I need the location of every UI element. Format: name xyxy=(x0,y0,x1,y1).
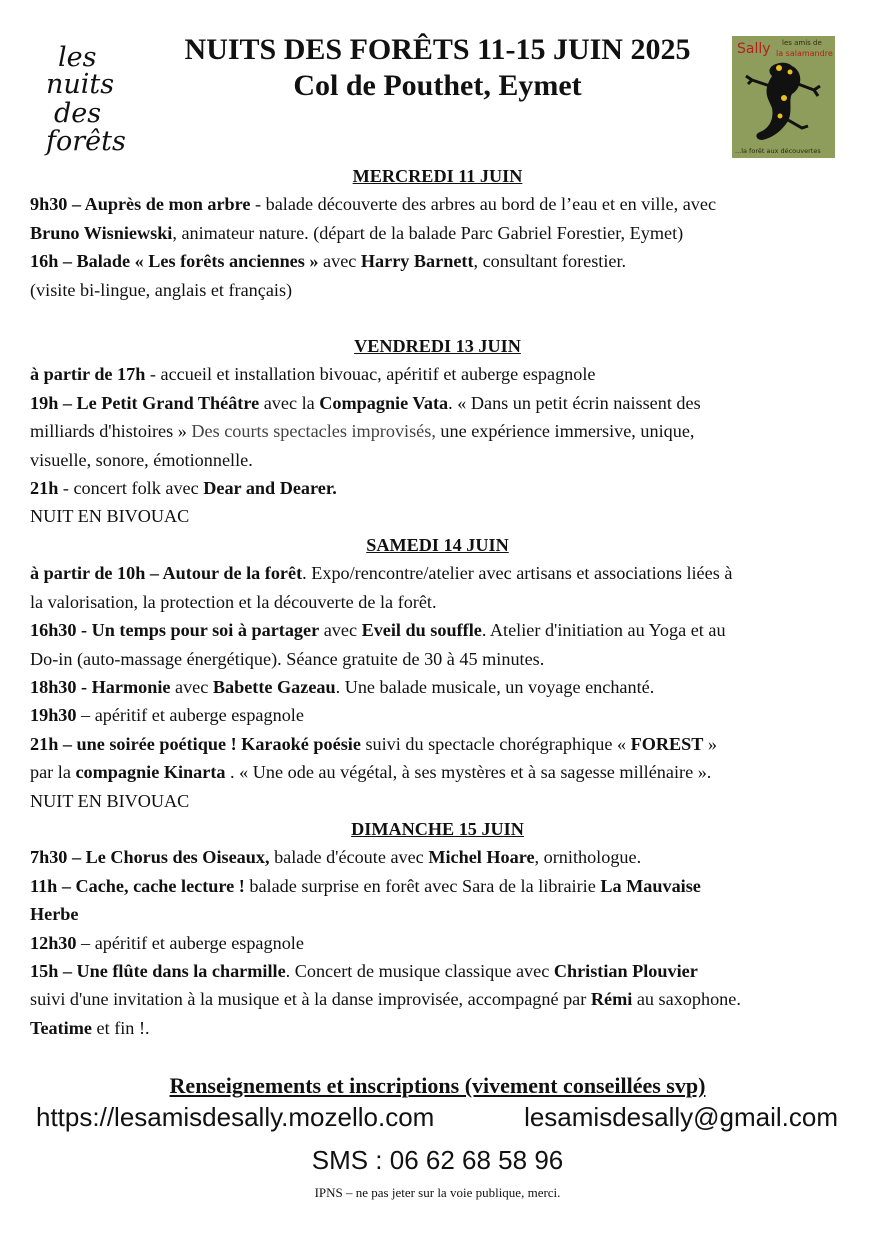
day-heading-saturday: SAMEDI 14 JUIN xyxy=(366,534,509,555)
event-text: avec xyxy=(170,676,213,697)
event-text: NUIT EN BIVOUAC xyxy=(30,790,190,811)
salamander-icon xyxy=(732,36,835,158)
event-text: Des courts spectacles improvisés, xyxy=(191,421,436,442)
event-text: . Expo/rencontre/atelier avec artisans et associations liées à xyxy=(302,563,733,584)
event-text: - accueil et installation bivouac, apéritif et auberge espagnole xyxy=(145,364,596,385)
program-line xyxy=(30,446,845,474)
program-line xyxy=(30,219,845,247)
programme xyxy=(30,162,845,1042)
program-line xyxy=(30,929,845,957)
event-text: suivi d'une invitation à la musique et à la danse improvisée, accompagné par xyxy=(30,989,591,1010)
event-text: . « Une ode au végétal, à ses mystères et à sa sagesse millénaire ». xyxy=(225,762,712,783)
event-person: Compagnie Vata xyxy=(319,392,449,413)
program-line xyxy=(30,559,845,587)
event-time-title: 9h30 – Auprès de mon arbre xyxy=(30,194,251,215)
event-text: » xyxy=(703,733,718,754)
logo-line-4: forêts xyxy=(46,126,126,157)
program-line xyxy=(30,645,845,673)
event-text: . « Dans un petit écrin naissent des xyxy=(448,392,701,413)
event-person: Harry Barnett xyxy=(360,251,474,272)
program-line xyxy=(30,360,845,388)
event-person: Rémi xyxy=(590,989,633,1010)
event-person: Babette Gazeau xyxy=(212,676,336,697)
event-time-title: 11h – Cache, cache lecture ! xyxy=(30,875,245,896)
page-header xyxy=(150,32,725,104)
event-person: Michel Hoare xyxy=(428,847,535,868)
event-text: . Une balade musicale, un voyage enchanté. xyxy=(335,676,655,697)
event-text: . Concert de musique classique avec xyxy=(285,960,554,981)
event-time-title: 21h xyxy=(30,478,59,499)
sms-number: SMS : 06 62 68 58 96 xyxy=(311,1145,564,1175)
event-time-title: 21h – une soirée poétique ! Karaoké poésie xyxy=(30,733,361,754)
program-line xyxy=(30,701,845,729)
nuits-des-forets-logo xyxy=(40,38,135,163)
logo-sally: Sally xyxy=(737,41,771,57)
day-heading-wednesday: MERCREDI 11 JUIN xyxy=(352,166,523,186)
amis-de-sally-logo xyxy=(732,36,835,158)
event-text: NUIT EN BIVOUAC xyxy=(30,506,190,527)
logo-line-3: des xyxy=(54,98,102,129)
event-time-title: 7h30 – Le Chorus des Oiseaux, xyxy=(30,847,270,868)
program-line xyxy=(30,616,845,644)
event-time-title: à partir de 17h xyxy=(30,364,146,385)
event-time-title: Teatime xyxy=(30,1017,92,1038)
program-line xyxy=(30,190,845,218)
program-line xyxy=(30,1014,845,1042)
contact-footer xyxy=(0,1070,875,1202)
email-link[interactable]: lesamisdesally@gmail.com xyxy=(524,1102,838,1132)
event-text: - balade découverte des arbres au bord de l’eau et en ville, avec xyxy=(250,194,717,215)
event-time-title: 19h30 xyxy=(30,705,77,726)
event-text: par la xyxy=(30,762,76,783)
program-line xyxy=(30,502,845,530)
logo-salamandre: la salamandre xyxy=(776,49,833,58)
logo-lettering xyxy=(40,38,135,163)
page-title: NUITS DES FORÊTS 11-15 JUIN 2025 xyxy=(184,33,691,66)
event-time-title: 15h – Une flûte dans la charmille xyxy=(30,960,286,981)
program-line xyxy=(30,872,845,900)
program-line xyxy=(30,985,845,1013)
event-time-title: 12h30 xyxy=(30,932,77,953)
event-person: Eveil du souffle xyxy=(361,620,482,641)
event-text: – apéritif et auberge espagnole xyxy=(76,932,304,953)
event-person: Christian Plouvier xyxy=(553,960,698,981)
event-person: Herbe xyxy=(30,904,79,925)
program-line xyxy=(30,673,845,701)
logo-small-top: les amis de xyxy=(782,39,822,47)
logo-line-2: nuits xyxy=(46,69,115,100)
program-line xyxy=(30,247,845,275)
event-person: La Mauvaise xyxy=(600,875,701,896)
event-time-title: 16h – Balade « Les forêts anciennes » xyxy=(30,251,319,272)
event-time-title: 19h – Le Petit Grand Théâtre xyxy=(30,392,260,413)
event-text: balade d'écoute avec xyxy=(269,847,429,868)
event-text: - concert folk avec xyxy=(58,478,204,499)
event-text: avec la xyxy=(259,392,320,413)
event-text: balade surprise en forêt avec Sara de la librairie xyxy=(244,875,601,896)
program-line xyxy=(30,957,845,985)
program-line xyxy=(30,787,845,815)
event-text: avec xyxy=(318,251,361,272)
program-line xyxy=(30,588,845,616)
page-subtitle: Col de Pouthet, Eymet xyxy=(293,69,582,102)
program-line xyxy=(30,417,845,445)
event-time-title: à partir de 10h – Autour de la forêt xyxy=(30,563,303,584)
contact-title: Renseignements et inscriptions (vivement conseillées svp) xyxy=(169,1073,706,1098)
logo-bottom: ...la forêt aux découvertes xyxy=(735,147,821,155)
program-line xyxy=(30,474,845,502)
program-line xyxy=(30,730,845,758)
event-text: – apéritif et auberge espagnole xyxy=(76,705,304,726)
event-text: avec xyxy=(319,620,362,641)
event-person: compagnie Kinarta xyxy=(75,762,226,783)
day-heading-sunday: DIMANCHE 15 JUIN xyxy=(351,818,524,839)
event-text: et fin !. xyxy=(91,1017,150,1038)
event-text: , consultant forestier. xyxy=(473,251,627,272)
program-line xyxy=(30,758,845,786)
event-person: FOREST xyxy=(630,733,704,754)
event-text: la valorisation, la protection et la découverte de la forêt. xyxy=(30,591,437,612)
ipns-notice: IPNS – ne pas jeter sur la voie publique, merci. xyxy=(314,1185,561,1200)
program-line xyxy=(30,276,845,304)
event-person: Bruno Wisniewski xyxy=(30,222,173,243)
event-text: visuelle, sonore, émotionnelle. xyxy=(30,449,253,470)
event-text: une expérience immersive, unique, xyxy=(435,421,695,442)
website-link[interactable]: https://lesamisdesally.mozello.com xyxy=(36,1102,435,1132)
event-text: suivi du spectacle chorégraphique « xyxy=(360,733,631,754)
event-text: (visite bi-lingue, anglais et français) xyxy=(30,279,293,300)
event-time-title: 18h30 - Harmonie xyxy=(30,676,171,697)
event-text: milliards d'histoires » xyxy=(30,421,192,442)
logo-line-1: les xyxy=(58,42,97,73)
program-line xyxy=(30,900,845,928)
event-time-title: 16h30 - Un temps pour soi à partager xyxy=(30,620,320,641)
program-line xyxy=(30,843,845,871)
event-text: , ornithologue. xyxy=(534,847,642,868)
day-heading-friday: VENDREDI 13 JUIN xyxy=(354,336,521,357)
event-text: , animateur nature. (départ de la balade Parc Gabriel Forestier, Eymet) xyxy=(172,222,684,243)
event-text: . Atelier d'initiation au Yoga et au xyxy=(481,620,726,641)
contact-links xyxy=(0,1102,875,1136)
event-text: Do-in (auto-massage énergétique). Séance gratuite de 30 à 45 minutes. xyxy=(30,648,545,669)
event-person: Dear and Dearer. xyxy=(203,478,337,499)
program-line xyxy=(30,389,845,417)
event-text: au saxophone. xyxy=(632,989,741,1010)
